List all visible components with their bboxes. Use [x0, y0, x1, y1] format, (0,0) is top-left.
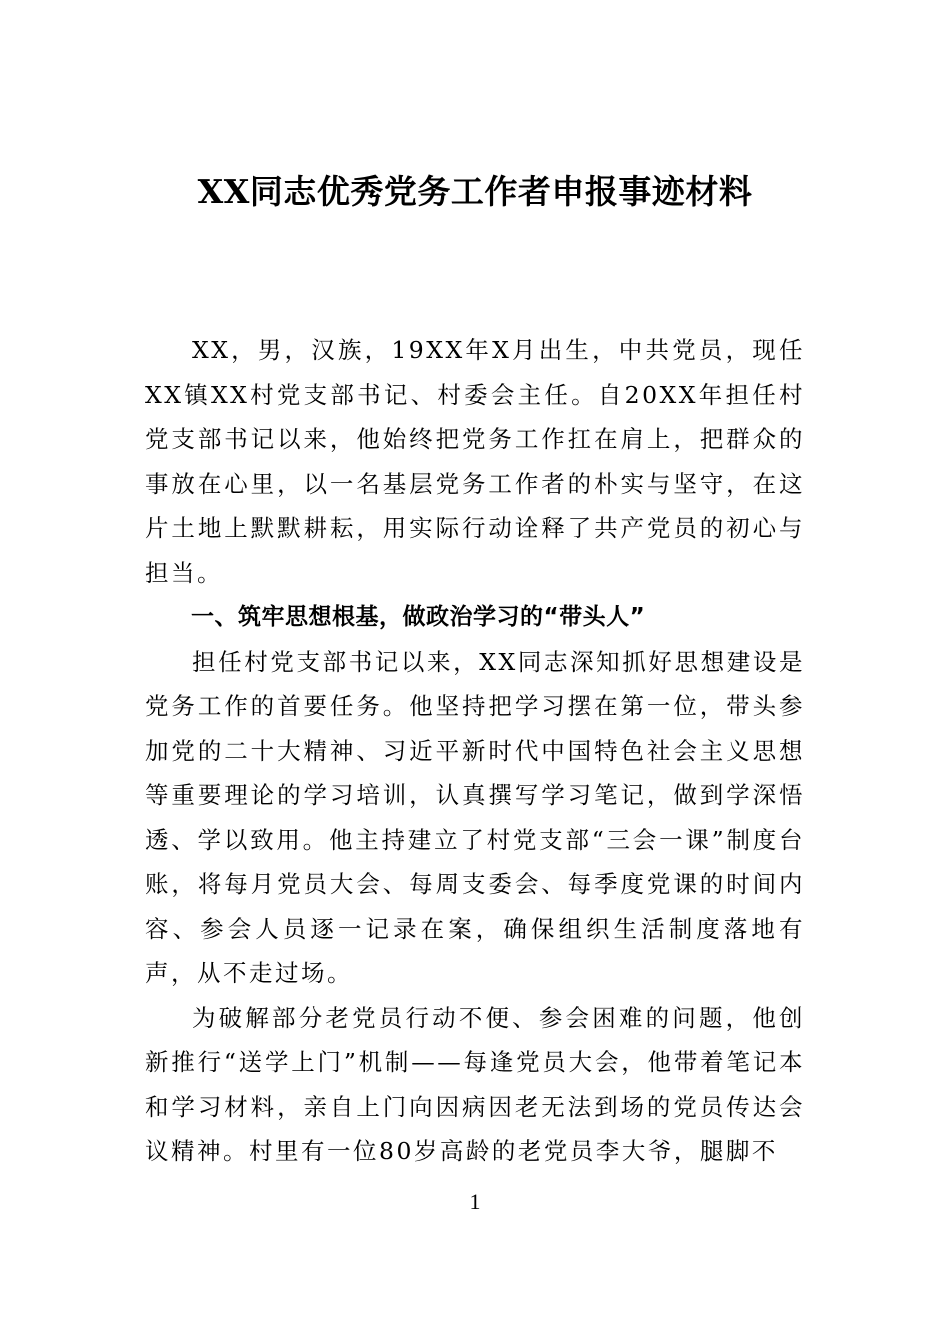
document-body	[145, 328, 805, 1174]
paragraph-intro: XX，男，汉族，19XX年X月出生，中共党员，现任XX镇XX村党支部书记、村委会主任。自20XX年担任村党支部书记以来，他始终把党务工作扛在肩上，把群众的事放在心里，以一名基层党务工作者的朴实与坚守，在这片土地上默默耕耘，用实际行动诠释了共产党员的初心与担当。	[145, 336, 805, 587]
paragraph-study: 担任村党支部书记以来，XX同志深知抓好思想建设是党务工作的首要任务。他坚持把学习摆在第一位，带头参加党的二十大精神、习近平新时代中国特色社会主义思想等重要理论的学习培训，认真撰写学习笔记，做到学深悟透、学以致用。他主持建立了村党支部“三会一课”制度台账，将每月党员大会、每周支委会、每季度党课的时间内容、参会人员逐一记录在案，确保组织生活制度落地有声，从不走过场。	[145, 647, 805, 987]
section-heading-1: 一、筑牢思想根基，做政治学习的“带头人”	[191, 604, 646, 630]
page-number: 1	[469, 1189, 481, 1214]
paragraph-home-delivery: 为破解部分老党员行动不便、参会困难的问题，他创新推行“送学上门”机制——每逢党员大会，他带着笔记本和学习材料，亲自上门向因病因老无法到场的党员传达会议精神。村里有一位80岁高龄的老党员李大爷，腿脚不	[145, 1003, 805, 1165]
document-title: XX同志优秀党务工作者申报事迹材料	[197, 172, 753, 211]
